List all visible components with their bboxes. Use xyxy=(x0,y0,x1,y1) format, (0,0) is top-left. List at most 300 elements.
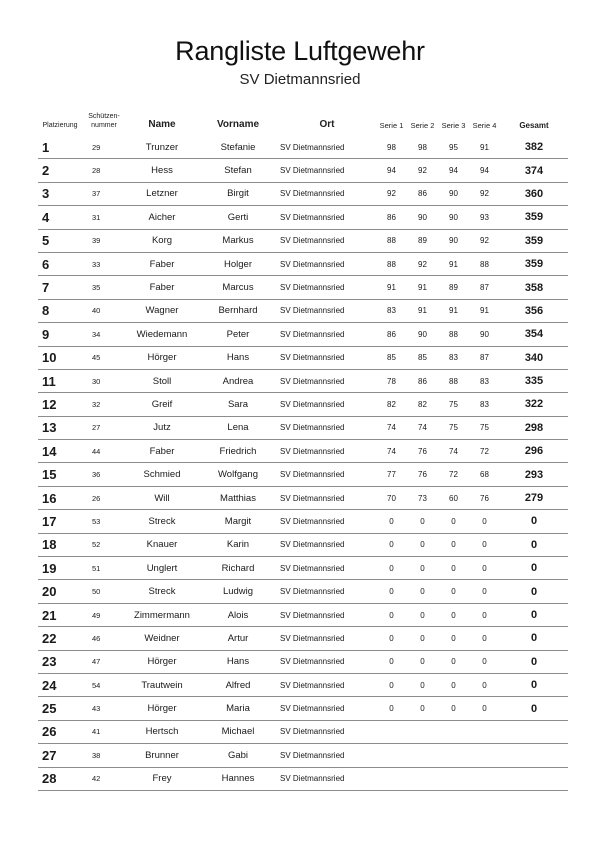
serie-4-cell xyxy=(469,744,500,767)
serie-2-cell: 76 xyxy=(407,463,438,486)
last-name-cell: Hörger xyxy=(126,650,198,673)
rank-cell: 27 xyxy=(38,744,82,767)
col-header-serie-1: Serie 1 xyxy=(379,121,404,130)
rank-cell: 2 xyxy=(38,159,82,182)
club-cell: SV Dietmannsried xyxy=(278,416,376,439)
rank-cell: 28 xyxy=(38,767,82,790)
serie-1-cell: 0 xyxy=(376,673,407,696)
page-subtitle: SV Dietmannsried xyxy=(239,71,361,88)
first-name-cell: Alfred xyxy=(198,673,278,696)
serie-2-cell: 0 xyxy=(407,673,438,696)
last-name-cell: Letzner xyxy=(126,182,198,205)
club-cell: SV Dietmannsried xyxy=(278,533,376,556)
serie-3-cell: 91 xyxy=(438,299,469,322)
club-cell: SV Dietmannsried xyxy=(278,299,376,322)
serie-4-cell: 91 xyxy=(469,136,500,159)
rank-cell: 1 xyxy=(38,136,82,159)
shooter-number-cell: 45 xyxy=(82,346,126,369)
total-cell: 293 xyxy=(500,463,568,486)
first-name-cell: Wolfgang xyxy=(198,463,278,486)
shooter-number-cell: 32 xyxy=(82,393,126,416)
serie-3-cell: 0 xyxy=(438,627,469,650)
serie-4-cell: 68 xyxy=(469,463,500,486)
col-header-gesamt: Gesamt xyxy=(519,121,549,130)
serie-4-cell: 0 xyxy=(469,603,500,626)
shooter-number-cell: 44 xyxy=(82,440,126,463)
club-cell: SV Dietmannsried xyxy=(278,510,376,533)
table-row xyxy=(38,206,568,229)
serie-1-cell: 74 xyxy=(376,416,407,439)
total-cell: 0 xyxy=(500,533,568,556)
total-cell: 0 xyxy=(500,627,568,650)
serie-2-cell: 0 xyxy=(407,510,438,533)
first-name-cell: Karin xyxy=(198,533,278,556)
total-cell xyxy=(500,720,568,743)
serie-1-cell: 86 xyxy=(376,323,407,346)
rank-cell: 4 xyxy=(38,206,82,229)
table-row xyxy=(38,346,568,369)
serie-4-cell: 91 xyxy=(469,299,500,322)
serie-1-cell: 0 xyxy=(376,533,407,556)
serie-4-cell: 72 xyxy=(469,440,500,463)
serie-3-cell: 90 xyxy=(438,229,469,252)
table-row xyxy=(38,323,568,346)
club-cell: SV Dietmannsried xyxy=(278,252,376,275)
serie-2-cell: 0 xyxy=(407,580,438,603)
total-cell: 0 xyxy=(500,673,568,696)
club-cell: SV Dietmannsried xyxy=(278,276,376,299)
rank-cell: 16 xyxy=(38,486,82,509)
serie-2-cell: 86 xyxy=(407,182,438,205)
club-cell: SV Dietmannsried xyxy=(278,463,376,486)
total-cell: 0 xyxy=(500,697,568,720)
serie-1-cell: 74 xyxy=(376,440,407,463)
rank-cell: 11 xyxy=(38,369,82,392)
last-name-cell: Unglert xyxy=(126,557,198,580)
table-row xyxy=(38,744,568,767)
serie-1-cell: 94 xyxy=(376,159,407,182)
serie-3-cell: 60 xyxy=(438,486,469,509)
serie-4-cell: 0 xyxy=(469,557,500,580)
serie-3-cell xyxy=(438,720,469,743)
serie-3-cell: 0 xyxy=(438,557,469,580)
first-name-cell: Ludwig xyxy=(198,580,278,603)
total-cell: 358 xyxy=(500,276,568,299)
total-cell: 298 xyxy=(500,416,568,439)
shooter-number-cell: 38 xyxy=(82,744,126,767)
total-cell: 354 xyxy=(500,323,568,346)
serie-1-cell: 91 xyxy=(376,276,407,299)
total-cell: 374 xyxy=(500,159,568,182)
rank-cell: 14 xyxy=(38,440,82,463)
shooter-number-cell: 35 xyxy=(82,276,126,299)
shooter-number-cell: 36 xyxy=(82,463,126,486)
table-row xyxy=(38,580,568,603)
serie-4-cell: 0 xyxy=(469,510,500,533)
first-name-cell: Maria xyxy=(198,697,278,720)
serie-2-cell: 92 xyxy=(407,252,438,275)
table-row xyxy=(38,369,568,392)
last-name-cell: Greif xyxy=(126,393,198,416)
club-cell: SV Dietmannsried xyxy=(278,650,376,673)
serie-4-cell: 0 xyxy=(469,533,500,556)
last-name-cell: Wiedemann xyxy=(126,323,198,346)
club-cell: SV Dietmannsried xyxy=(278,229,376,252)
shooter-number-cell: 41 xyxy=(82,720,126,743)
table-row xyxy=(38,182,568,205)
rank-cell: 13 xyxy=(38,416,82,439)
serie-3-cell: 88 xyxy=(438,369,469,392)
shooter-number-cell: 47 xyxy=(82,650,126,673)
serie-4-cell: 0 xyxy=(469,673,500,696)
last-name-cell: Hertsch xyxy=(126,720,198,743)
serie-1-cell: 98 xyxy=(376,136,407,159)
table-row xyxy=(38,393,568,416)
first-name-cell: Gabi xyxy=(198,744,278,767)
total-cell xyxy=(500,767,568,790)
rank-cell: 7 xyxy=(38,276,82,299)
serie-3-cell: 0 xyxy=(438,603,469,626)
col-header-name: Name xyxy=(148,119,176,130)
first-name-cell: Bernhard xyxy=(198,299,278,322)
club-cell: SV Dietmannsried xyxy=(278,323,376,346)
first-name-cell: Hannes xyxy=(198,767,278,790)
table-row xyxy=(38,533,568,556)
total-cell: 0 xyxy=(500,580,568,603)
shooter-number-cell: 33 xyxy=(82,252,126,275)
table-row xyxy=(38,416,568,439)
table-row xyxy=(38,486,568,509)
first-name-cell: Stefan xyxy=(198,159,278,182)
serie-1-cell: 0 xyxy=(376,650,407,673)
serie-4-cell: 0 xyxy=(469,580,500,603)
serie-4-cell: 83 xyxy=(469,369,500,392)
club-cell: SV Dietmannsried xyxy=(278,206,376,229)
serie-1-cell: 82 xyxy=(376,393,407,416)
serie-3-cell: 0 xyxy=(438,673,469,696)
shooter-number-cell: 31 xyxy=(82,206,126,229)
first-name-cell: Richard xyxy=(198,557,278,580)
shooter-number-cell: 37 xyxy=(82,182,126,205)
serie-1-cell: 92 xyxy=(376,182,407,205)
total-cell: 0 xyxy=(500,603,568,626)
col-header-serie-2: Serie 2 xyxy=(410,121,435,130)
first-name-cell: Birgit xyxy=(198,182,278,205)
serie-4-cell: 83 xyxy=(469,393,500,416)
serie-3-cell: 90 xyxy=(438,182,469,205)
club-cell: SV Dietmannsried xyxy=(278,346,376,369)
serie-4-cell: 0 xyxy=(469,627,500,650)
serie-3-cell xyxy=(438,744,469,767)
serie-1-cell: 70 xyxy=(376,486,407,509)
shooter-number-cell: 30 xyxy=(82,369,126,392)
col-header-vorname: Vorname xyxy=(216,119,260,130)
total-cell: 279 xyxy=(500,486,568,509)
last-name-cell: Trunzer xyxy=(126,136,198,159)
serie-4-cell xyxy=(469,767,500,790)
shooter-number-cell: 43 xyxy=(82,697,126,720)
serie-1-cell: 0 xyxy=(376,627,407,650)
rank-cell: 21 xyxy=(38,603,82,626)
serie-1-cell xyxy=(376,720,407,743)
shooter-number-cell: 54 xyxy=(82,673,126,696)
serie-2-cell xyxy=(407,720,438,743)
serie-1-cell: 0 xyxy=(376,580,407,603)
serie-2-cell: 0 xyxy=(407,603,438,626)
club-cell: SV Dietmannsried xyxy=(278,720,376,743)
last-name-cell: Trautwein xyxy=(126,673,198,696)
serie-4-cell: 76 xyxy=(469,486,500,509)
serie-3-cell: 90 xyxy=(438,206,469,229)
serie-4-cell: 92 xyxy=(469,182,500,205)
serie-2-cell: 74 xyxy=(407,416,438,439)
total-cell: 322 xyxy=(500,393,568,416)
rank-cell: 20 xyxy=(38,580,82,603)
rank-cell: 5 xyxy=(38,229,82,252)
rank-cell: 22 xyxy=(38,627,82,650)
first-name-cell: Holger xyxy=(198,252,278,275)
total-cell: 340 xyxy=(500,346,568,369)
serie-3-cell: 0 xyxy=(438,533,469,556)
last-name-cell: Knauer xyxy=(126,533,198,556)
serie-3-cell: 95 xyxy=(438,136,469,159)
serie-1-cell: 0 xyxy=(376,697,407,720)
table-row xyxy=(38,697,568,720)
table-row xyxy=(38,229,568,252)
first-name-cell: Alois xyxy=(198,603,278,626)
serie-1-cell: 83 xyxy=(376,299,407,322)
club-cell: SV Dietmannsried xyxy=(278,159,376,182)
shooter-number-cell: 34 xyxy=(82,323,126,346)
col-header-schuetzennummer: Schützen- nummer xyxy=(88,113,120,129)
table-row xyxy=(38,673,568,696)
rank-cell: 10 xyxy=(38,346,82,369)
last-name-cell: Faber xyxy=(126,276,198,299)
serie-3-cell: 75 xyxy=(438,416,469,439)
last-name-cell: Schmied xyxy=(126,463,198,486)
last-name-cell: Streck xyxy=(126,510,198,533)
table-row xyxy=(38,720,568,743)
last-name-cell: Faber xyxy=(126,440,198,463)
serie-3-cell: 91 xyxy=(438,252,469,275)
serie-2-cell: 0 xyxy=(407,627,438,650)
last-name-cell: Streck xyxy=(126,580,198,603)
page-title: Rangliste Luftgewehr xyxy=(175,36,425,66)
shooter-number-cell: 51 xyxy=(82,557,126,580)
table-row xyxy=(38,603,568,626)
serie-3-cell: 83 xyxy=(438,346,469,369)
ranking-table xyxy=(38,112,568,791)
serie-2-cell: 0 xyxy=(407,650,438,673)
serie-4-cell: 94 xyxy=(469,159,500,182)
shooter-number-cell: 46 xyxy=(82,627,126,650)
rank-cell: 18 xyxy=(38,533,82,556)
rank-cell: 19 xyxy=(38,557,82,580)
total-cell: 359 xyxy=(500,229,568,252)
serie-4-cell: 87 xyxy=(469,276,500,299)
club-cell: SV Dietmannsried xyxy=(278,673,376,696)
last-name-cell: Jutz xyxy=(126,416,198,439)
first-name-cell: Matthias xyxy=(198,486,278,509)
serie-1-cell: 88 xyxy=(376,252,407,275)
rank-cell: 26 xyxy=(38,720,82,743)
col-header-serie-4: Serie 4 xyxy=(472,121,497,130)
table-row xyxy=(38,136,568,159)
total-cell: 335 xyxy=(500,369,568,392)
last-name-cell: Hörger xyxy=(126,346,198,369)
serie-2-cell: 91 xyxy=(407,276,438,299)
last-name-cell: Brunner xyxy=(126,744,198,767)
serie-3-cell xyxy=(438,767,469,790)
total-cell xyxy=(500,744,568,767)
serie-4-cell: 75 xyxy=(469,416,500,439)
first-name-cell: Andrea xyxy=(198,369,278,392)
serie-2-cell: 85 xyxy=(407,346,438,369)
shooter-number-cell: 40 xyxy=(82,299,126,322)
col-header-platzierung: Platzierung xyxy=(42,122,78,129)
serie-4-cell: 88 xyxy=(469,252,500,275)
first-name-cell: Sara xyxy=(198,393,278,416)
serie-3-cell: 72 xyxy=(438,463,469,486)
serie-2-cell: 91 xyxy=(407,299,438,322)
first-name-cell: Margit xyxy=(198,510,278,533)
total-cell: 0 xyxy=(500,650,568,673)
serie-2-cell: 89 xyxy=(407,229,438,252)
table-row xyxy=(38,627,568,650)
last-name-cell: Hörger xyxy=(126,697,198,720)
serie-4-cell: 93 xyxy=(469,206,500,229)
last-name-cell: Aicher xyxy=(126,206,198,229)
shooter-number-cell: 26 xyxy=(82,486,126,509)
last-name-cell: Stoll xyxy=(126,369,198,392)
serie-3-cell: 0 xyxy=(438,697,469,720)
club-cell: SV Dietmannsried xyxy=(278,744,376,767)
serie-1-cell xyxy=(376,767,407,790)
shooter-number-cell: 50 xyxy=(82,580,126,603)
serie-2-cell: 0 xyxy=(407,697,438,720)
first-name-cell: Peter xyxy=(198,323,278,346)
last-name-cell: Wagner xyxy=(126,299,198,322)
shooter-number-cell: 27 xyxy=(82,416,126,439)
total-cell: 0 xyxy=(500,557,568,580)
serie-4-cell xyxy=(469,720,500,743)
shooter-number-cell: 28 xyxy=(82,159,126,182)
total-cell: 359 xyxy=(500,252,568,275)
shooter-number-cell: 53 xyxy=(82,510,126,533)
table-row xyxy=(38,650,568,673)
club-cell: SV Dietmannsried xyxy=(278,136,376,159)
serie-2-cell: 0 xyxy=(407,557,438,580)
serie-3-cell: 75 xyxy=(438,393,469,416)
table-row xyxy=(38,440,568,463)
table-row xyxy=(38,159,568,182)
serie-4-cell: 0 xyxy=(469,650,500,673)
serie-2-cell: 82 xyxy=(407,393,438,416)
serie-2-cell: 90 xyxy=(407,206,438,229)
serie-2-cell: 76 xyxy=(407,440,438,463)
table-row xyxy=(38,299,568,322)
serie-3-cell: 74 xyxy=(438,440,469,463)
total-cell: 360 xyxy=(500,182,568,205)
rank-cell: 9 xyxy=(38,323,82,346)
table-row xyxy=(38,510,568,533)
serie-2-cell: 0 xyxy=(407,533,438,556)
first-name-cell: Marcus xyxy=(198,276,278,299)
club-cell: SV Dietmannsried xyxy=(278,393,376,416)
club-cell: SV Dietmannsried xyxy=(278,580,376,603)
rank-cell: 3 xyxy=(38,182,82,205)
rank-cell: 17 xyxy=(38,510,82,533)
rank-cell: 23 xyxy=(38,650,82,673)
rank-cell: 24 xyxy=(38,673,82,696)
last-name-cell: Faber xyxy=(126,252,198,275)
serie-3-cell: 0 xyxy=(438,510,469,533)
serie-2-cell: 86 xyxy=(407,369,438,392)
first-name-cell: Artur xyxy=(198,627,278,650)
serie-3-cell: 94 xyxy=(438,159,469,182)
serie-2-cell xyxy=(407,767,438,790)
serie-3-cell: 88 xyxy=(438,323,469,346)
rank-cell: 15 xyxy=(38,463,82,486)
last-name-cell: Frey xyxy=(126,767,198,790)
col-header-serie-3: Serie 3 xyxy=(441,121,466,130)
shooter-number-cell: 49 xyxy=(82,603,126,626)
total-cell: 296 xyxy=(500,440,568,463)
serie-2-cell: 73 xyxy=(407,486,438,509)
first-name-cell: Hans xyxy=(198,650,278,673)
serie-3-cell: 0 xyxy=(438,650,469,673)
last-name-cell: Hess xyxy=(126,159,198,182)
serie-2-cell: 98 xyxy=(407,136,438,159)
serie-1-cell: 77 xyxy=(376,463,407,486)
total-cell: 0 xyxy=(500,510,568,533)
total-cell: 382 xyxy=(500,136,568,159)
club-cell: SV Dietmannsried xyxy=(278,440,376,463)
first-name-cell: Lena xyxy=(198,416,278,439)
serie-3-cell: 0 xyxy=(438,580,469,603)
rank-cell: 6 xyxy=(38,252,82,275)
shooter-number-cell: 39 xyxy=(82,229,126,252)
serie-2-cell: 92 xyxy=(407,159,438,182)
table-header-row xyxy=(38,112,568,136)
shooter-number-cell: 42 xyxy=(82,767,126,790)
total-cell: 359 xyxy=(500,206,568,229)
serie-4-cell: 0 xyxy=(469,697,500,720)
serie-4-cell: 90 xyxy=(469,323,500,346)
last-name-cell: Will xyxy=(126,486,198,509)
serie-2-cell xyxy=(407,744,438,767)
last-name-cell: Zimmermann xyxy=(126,603,198,626)
serie-1-cell: 78 xyxy=(376,369,407,392)
first-name-cell: Hans xyxy=(198,346,278,369)
serie-3-cell: 89 xyxy=(438,276,469,299)
serie-1-cell xyxy=(376,744,407,767)
serie-1-cell: 86 xyxy=(376,206,407,229)
total-cell: 356 xyxy=(500,299,568,322)
serie-4-cell: 87 xyxy=(469,346,500,369)
last-name-cell: Korg xyxy=(126,229,198,252)
serie-1-cell: 0 xyxy=(376,510,407,533)
table-row xyxy=(38,557,568,580)
col-header-ort: Ort xyxy=(319,119,335,130)
first-name-cell: Stefanie xyxy=(198,136,278,159)
rank-cell: 8 xyxy=(38,299,82,322)
table-row xyxy=(38,276,568,299)
table-row xyxy=(38,767,568,790)
first-name-cell: Gerti xyxy=(198,206,278,229)
club-cell: SV Dietmannsried xyxy=(278,182,376,205)
shooter-number-cell: 29 xyxy=(82,136,126,159)
